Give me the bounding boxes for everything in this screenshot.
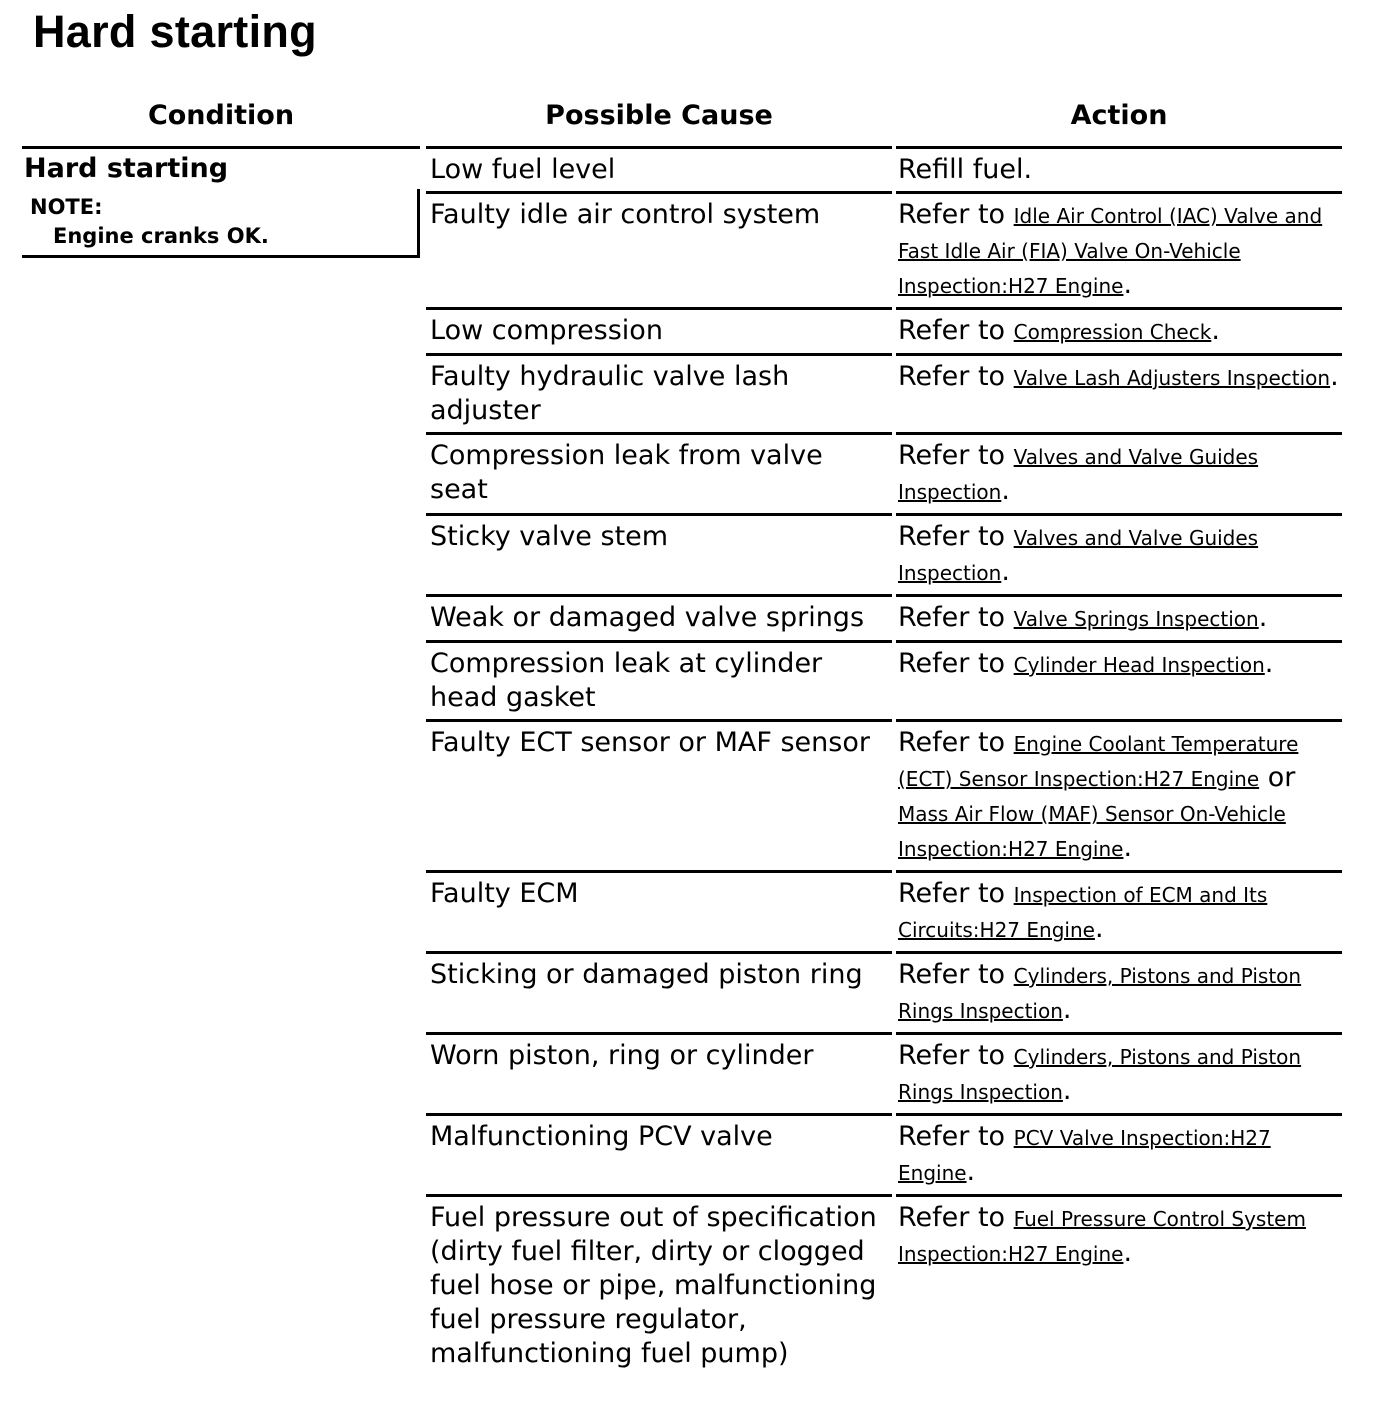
reference-link[interactable]: Cylinders, Pistons and Piston Rings Inspection (898, 964, 1302, 1023)
reference-link[interactable]: Mass Air Flow (MAF) Sensor On-Vehicle Inspection:H27 Engine (898, 802, 1286, 861)
table-row (426, 1035, 1342, 1113)
period-text: . (1264, 648, 1274, 679)
action-cell (892, 435, 1342, 513)
note-label: NOTE: (30, 195, 103, 219)
period-text: . (966, 1156, 976, 1187)
table-row (426, 597, 1342, 640)
column-header-possible-cause: Possible Cause (545, 100, 773, 131)
action-cell (892, 597, 1342, 640)
reference-link[interactable]: Valves and Valve Guides Inspection (898, 445, 1259, 504)
possible-cause-cell: Sticking or damaged piston ring (426, 954, 892, 1032)
condition-cell (22, 146, 420, 258)
table-row (426, 954, 1342, 1032)
period-text: . (1001, 475, 1010, 506)
possible-cause-cell: Weak or damaged valve springs (426, 597, 892, 640)
action-cell (892, 194, 1342, 307)
period-text: . (1330, 361, 1339, 392)
refer-to-text: Refer to (898, 1202, 1014, 1233)
reference-link[interactable]: PCV Valve Inspection:H27 Engine (898, 1126, 1271, 1185)
refer-to-text: Refer to (898, 1040, 1014, 1071)
refer-to-text: Refer to (898, 727, 1014, 758)
action-text: Refill fuel. (898, 154, 1033, 185)
reference-link[interactable]: Valve Lash Adjusters Inspection (1013, 366, 1331, 390)
action-cell (892, 1035, 1342, 1113)
possible-cause-cell: Faulty ECT sensor or MAF sensor (426, 722, 892, 870)
refer-to-text: Refer to (898, 521, 1014, 552)
table-row (426, 435, 1342, 513)
table-row (426, 310, 1342, 353)
period-text: . (1001, 556, 1010, 587)
table-row (426, 149, 1342, 191)
action-cell (892, 954, 1342, 1032)
action-cell (892, 1197, 1342, 1375)
cause-action-table (426, 146, 1342, 1375)
refer-to-text: Refer to (898, 878, 1014, 909)
refer-to-text: Refer to (898, 361, 1014, 392)
table-row (426, 1197, 1342, 1375)
possible-cause-cell: Worn piston, ring or cylinder (426, 1035, 892, 1113)
period-text: . (1094, 913, 1104, 944)
action-cell (892, 149, 1342, 191)
refer-to-text: Refer to (898, 602, 1014, 633)
table-row (426, 722, 1342, 870)
period-text: . (1062, 994, 1072, 1025)
possible-cause-cell: Faulty ECM (426, 873, 892, 951)
reference-link[interactable]: Idle Air Control (IAC) Valve and Fast Idle Air (FIA) Valve On-Vehicle Inspection:H27 Engine (898, 204, 1323, 298)
condition-note (22, 189, 420, 258)
table-row (426, 194, 1342, 307)
table-row (426, 643, 1342, 719)
possible-cause-cell: Faulty hydraulic valve lash adjuster (426, 356, 892, 432)
action-cell (892, 356, 1342, 432)
period-text: . (1123, 1237, 1133, 1268)
possible-cause-cell: Fuel pressure out of specification (dirty fuel filter, dirty or clogged fuel hose or pipe, malfunctioning fuel pressure regulator, malfunctioning fuel pump) (426, 1197, 892, 1375)
table-row (426, 356, 1342, 432)
refer-to-text: Refer to (898, 1121, 1014, 1152)
reference-link[interactable]: Valves and Valve Guides Inspection (898, 526, 1259, 585)
action-cell (892, 310, 1342, 353)
refer-to-text: Refer to (898, 648, 1014, 679)
column-header-action: Action (1070, 100, 1168, 131)
period-text: . (1123, 832, 1133, 863)
refer-to-text: Refer to (898, 199, 1014, 230)
possible-cause-cell: Compression leak at cylinder head gasket (426, 643, 892, 719)
reference-link[interactable]: Fuel Pressure Control System Inspection:H27 Engine (898, 1207, 1306, 1266)
action-cell (892, 643, 1342, 719)
refer-to-text: Refer to (898, 315, 1014, 346)
condition-title: Hard starting (24, 153, 229, 184)
column-header-condition: Condition (147, 100, 295, 131)
possible-cause-cell: Compression leak from valve seat (426, 435, 892, 513)
possible-cause-cell: Low compression (426, 310, 892, 353)
period-text: . (1123, 269, 1133, 300)
conjunction-text: or (1259, 762, 1296, 793)
reference-link[interactable]: Inspection of ECM and Its Circuits:H27 Engine (898, 883, 1268, 942)
reference-link[interactable]: Engine Coolant Temperature (ECT) Sensor Inspection:H27 Engine (898, 732, 1299, 791)
action-cell (892, 873, 1342, 951)
reference-link[interactable]: Cylinder Head Inspection (1013, 653, 1265, 677)
action-cell (892, 1116, 1342, 1194)
table-row (426, 516, 1342, 594)
table-row (426, 873, 1342, 951)
possible-cause-cell: Sticky valve stem (426, 516, 892, 594)
possible-cause-cell: Faulty idle air control system (426, 194, 892, 307)
table-row (426, 1116, 1342, 1194)
reference-link[interactable]: Compression Check (1013, 320, 1212, 344)
reference-link[interactable]: Cylinders, Pistons and Piston Rings Inspection (898, 1045, 1302, 1104)
possible-cause-cell: Low fuel level (426, 149, 892, 191)
period-text: . (1211, 315, 1220, 346)
action-cell (892, 722, 1342, 870)
refer-to-text: Refer to (898, 959, 1014, 990)
period-text: . (1062, 1075, 1072, 1106)
note-text: Engine cranks OK. (53, 224, 269, 248)
refer-to-text: Refer to (898, 440, 1014, 471)
possible-cause-cell: Malfunctioning PCV valve (426, 1116, 892, 1194)
reference-link[interactable]: Valve Springs Inspection (1013, 607, 1259, 631)
page-title: Hard starting (33, 6, 317, 57)
action-cell (892, 516, 1342, 594)
period-text: . (1258, 602, 1268, 633)
